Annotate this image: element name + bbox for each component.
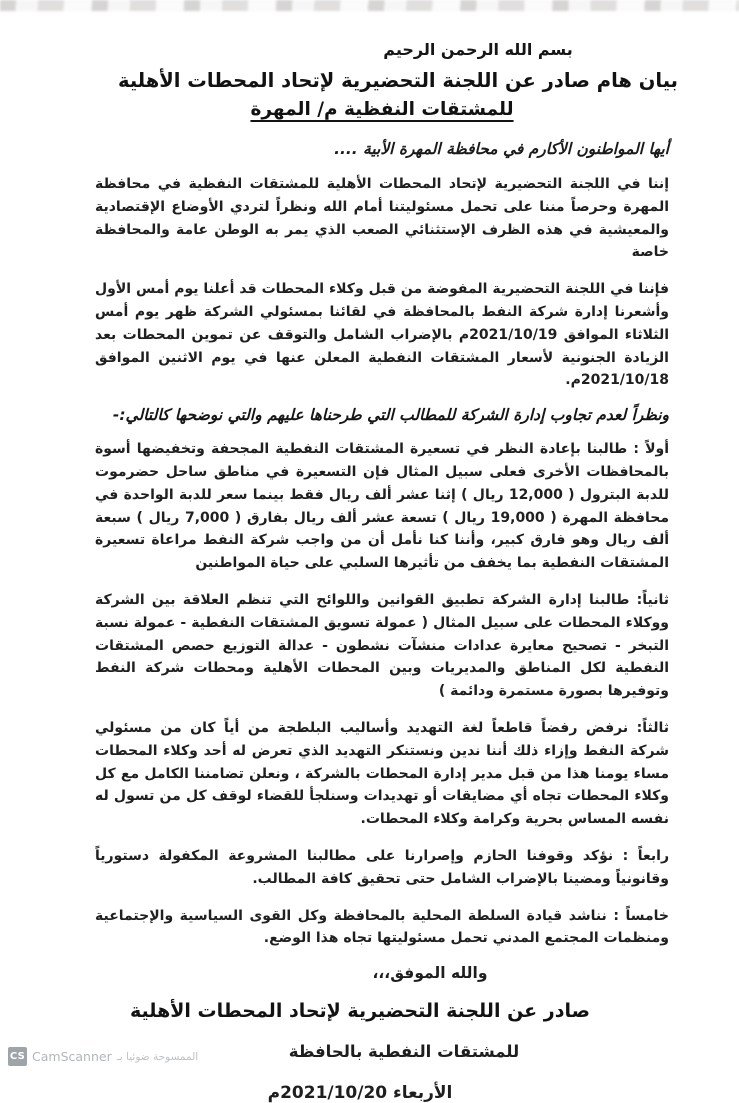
- statement-subtitle-underlined: للمشتقات النفظية م/ المهرة: [250, 99, 514, 120]
- demands-intro-line: ونظراً لعدم تجاوب إدارة الشركة للمطالب التي طرحناها عليهم والتي نوضحها كالتالي:-: [112, 406, 669, 425]
- statement-title: بيان هام صادر عن اللجنة التحضيرية لإتحاد المحطات الأهلية: [118, 69, 678, 92]
- camscanner-watermark: [8, 1047, 200, 1066]
- demand-item-fourth: رابعاً : نؤكد وقوفنا الحازم وإصرارنا على مطالبنا المشروعة المكفولة دستورياً وقانونياً ومضينا بالإضراب الشامل حتى تحقيق كافة المطالب.: [95, 847, 669, 887]
- demand-item-fifth: خامساً : نناشد قيادة السلطة المحلية بالمحافظة وكل القوى السياسية والإجتماعية ومنظمات المجتمع المدني تحمل مسئوليتها تجاه هذا الوضع.: [95, 907, 669, 947]
- demand-item-second: ثانياً: طالبنا إدارة الشركة تطبيق القوانين واللوائح التي تنظم العلاقة بين الشركة ووكلاء المحطات على سبيل المثال ( عمولة تسويق المشتقات النفطية - عمولة نسبة التبخر - تصحيح معايرة عدادات منشآت نشطون - عدالة التوزيع حصص المشتقات النفطية لكل المناطق والمديريات وبين المحطات الأهلية ومحطات شركة النفط وتوفيرها بصورة مستمرة ودائمة ): [95, 591, 669, 700]
- document-content: [95, 40, 678, 1103]
- demand-item-third: ثالثاً: نرفض رفضاً قاطعاً لغة التهديد وأساليب البلطجة من أياً كان من مسئولي شركة النفط وإزاء ذلك أننا ندين ونستنكر التهديد الذي تعرض له أحد وكلاء المحطات مساء يومنا هذا من قبل مدير إدارة المحطات بالشركة ، ونعلن تضامننا الكامل مع كل وكلاء المحطات تجاه أي مضايقات أو تهديدات وسنلجأ للقضاء لوقف كل من تسول له نفسه المساس بحرية وكرامة وكلاء المحطات.: [95, 719, 669, 828]
- signature-issuer-line2: للمشتقات النفطية بالحافظة: [288, 1042, 520, 1062]
- closing-line: والله الموفق،،،: [372, 964, 488, 983]
- scan-artifact-top-edge: [0, 0, 739, 11]
- demand-item-first: أولاً : طالبنا بإعادة النظر في تسعيرة المشتقات النفطية المجحفة وتخفيضها أسوة بالمحافظات الأخرى فعلى سبيل المثال فإن التسعيرة في مناطق ساحل حضرموت للدبة البترول ( 12,000 ريال ) إثنا عشر ألف ريال فقط بينما سعر للدبة الواحدة في محافظة المهرة ( 19,000 ريال ) تسعة عشر ألف ريال بفارق ( 7,000 ريال ) سبعة ألف ريال وهو فارق كبير، وأننا كنا نأمل أن من واجب شركة النفط مراعاة تسعيرة المشتقات النفطية بما يخفف من تأثيرها السلبي على حياة المواطنين: [95, 441, 669, 572]
- intro-paragraph-1: إننا في اللجنة التحضيرية لإتحاد المحطات الأهلية للمشتقات النفظية في محافظة المهرة وحرصاً مننا على تحمل مسئوليتنا أمام الله ونظراً لتردي الأوضاع الإقتصادية والمعيشية في هذه الظرف الإستثنائي الصعب الذي يمر به الوطن عامة والمحافظة خاصة: [95, 176, 669, 261]
- camscanner-brand-text: CamScanner: [32, 1049, 112, 1064]
- greeting-line: أيها المواطنون الأكارم في محافظة المهرة الأبية ....: [334, 140, 669, 158]
- basmala-line: بسم الله الرحمن الرحيم: [383, 40, 573, 59]
- intro-paragraph-2: فإننا في اللجنة التحضيرية المفوضة من قبل وكلاء المحطات قد أعلنا يوم أمس الأول وأشعرنا إدارة شركة النفط بالمحافظة في لقائنا بمسئولي الشركة ظهر يوم أمس الثلاثاء الموافق 2021/10/19م بالإضراب الشامل والتوقف عن تموين المحطات بعد الزيادة الجنونية لأسعار المشتقات النفطية المعلن عنها في يوم الاثنين الموافق 2021/10/18م.: [95, 281, 670, 389]
- camscanner-logo-icon: CS: [8, 1047, 27, 1066]
- signature-date: الأربعاء 2021/10/20م: [267, 1083, 453, 1103]
- signature-issuer-line1: صادر عن اللجنة التحضيرية لإتحاد المحطات الأهلية: [130, 1000, 590, 1023]
- camscanner-scanned-with-text: الممسوحة ضوئيا بـ: [116, 1050, 199, 1063]
